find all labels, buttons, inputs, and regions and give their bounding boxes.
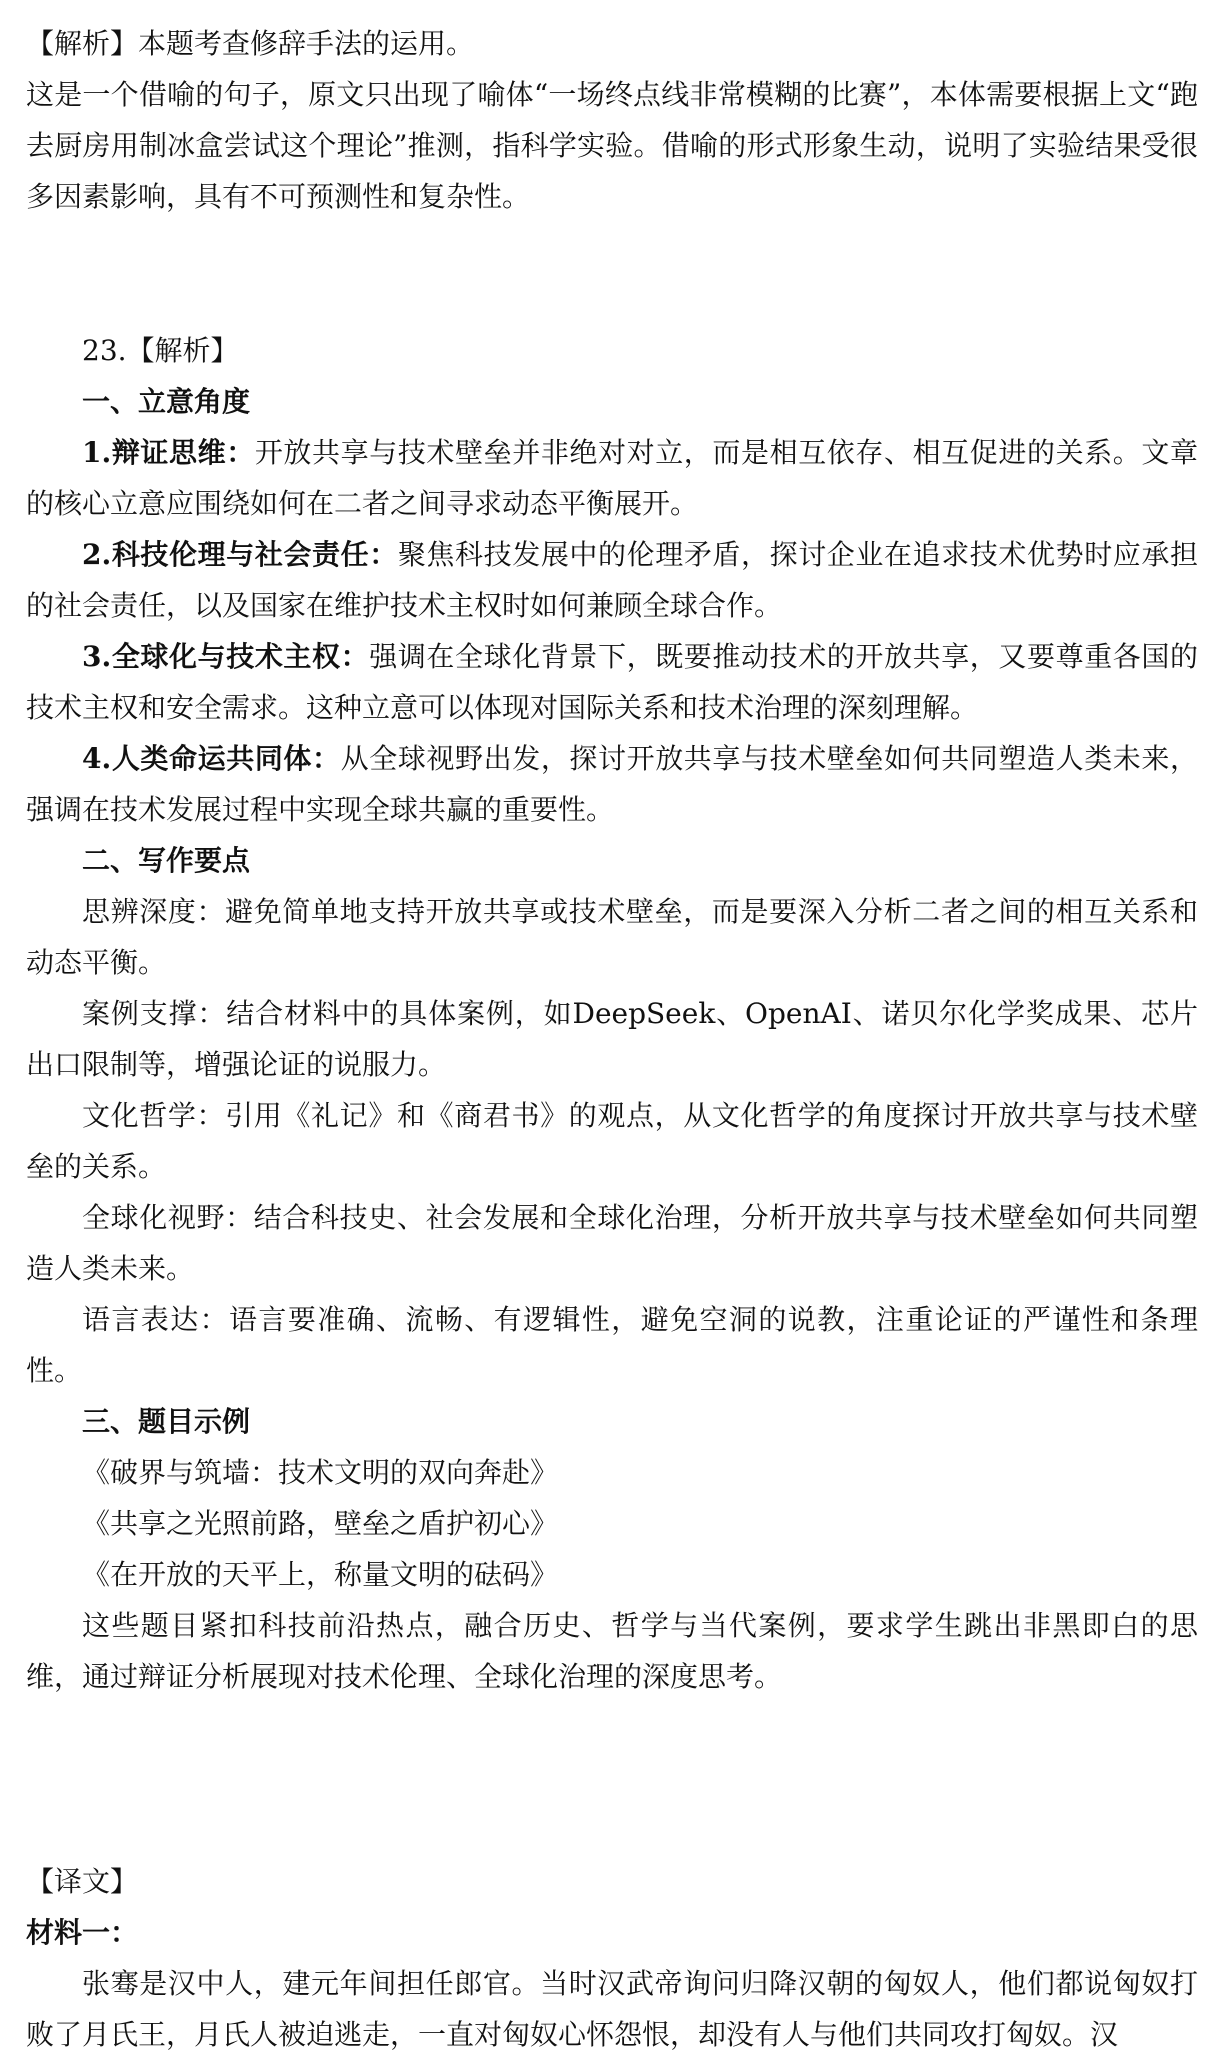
point-label: 2.科技伦理与社会责任： <box>82 538 398 571</box>
point-text: 强调在全球化背景下，既要推动技术的开放共享，又要尊重各国的技术主权和安全需求。这种立意可以体现对国际关系和技术治理的深刻理解。 <box>26 640 1198 724</box>
point-1 <box>26 427 1198 529</box>
sec22-heading: 【解析】本题考查修辞手法的运用。 <box>26 27 475 60</box>
writing-point-1: 思辨深度：避免简单地支持开放共享或技术壁垒，而是要深入分析二者之间的相互关系和动态平衡。 <box>26 895 1198 979</box>
point-text: 聚焦科技发展中的伦理矛盾，探讨企业在追求技术优势时应承担的社会责任，以及国家在维护技术主权时如何兼顾全球合作。 <box>26 538 1198 622</box>
sec22-body: 这是一个借喻的句子，原文只出现了喻体“一场终点线非常模糊的比赛”，本体需要根据上文“跑去厨房用制冰盒尝试这个理论”推测，指科学实验。借喻的形式形象生动，说明了实验结果受很多因素影响，具有不可预测性和复杂性。 <box>26 78 1198 213</box>
section-spacer <box>26 1702 1198 1856</box>
point-label: 3.全球化与技术主权： <box>82 640 370 673</box>
example-title-1: 《破界与筑墙：技术文明的双向奔赴》 <box>82 1456 559 1489</box>
example-title-2: 《共享之光照前路，壁垒之盾护初心》 <box>82 1507 559 1540</box>
point-3 <box>26 631 1198 733</box>
sec23-heading: 23.【解析】 <box>82 334 239 367</box>
part2-title: 二、写作要点 <box>82 844 251 877</box>
material-label: 材料一： <box>26 1916 139 1949</box>
translation-body: 张骞是汉中人，建元年间担任郎官。当时汉武帝询问归降汉朝的匈奴人，他们都说匈奴打败了月氏王，月氏人被迫逃走，一直对匈奴心怀怨恨，却没有人与他们共同攻打匈奴。汉 <box>26 1967 1198 2051</box>
part3-title: 三、题目示例 <box>82 1405 251 1438</box>
writing-point-2: 案例支撑：结合材料中的具体案例，如DeepSeek、OpenAI、诺贝尔化学奖成果、芯片出口限制等，增强论证的说服力。 <box>26 997 1198 1081</box>
point-2 <box>26 529 1198 631</box>
writing-point-3: 文化哲学：引用《礼记》和《商君书》的观点，从文化哲学的角度探讨开放共享与技术壁垒的关系。 <box>26 1099 1198 1183</box>
part1-title: 一、立意角度 <box>82 385 251 418</box>
point-text: 开放共享与技术壁垒并非绝对对立，而是相互依存、相互促进的关系。文章的核心立意应围绕如何在二者之间寻求动态平衡展开。 <box>26 436 1198 520</box>
writing-point-5: 语言表达：语言要准确、流畅、有逻辑性，避免空洞的说教，注重论证的严谨性和条理性。 <box>26 1303 1198 1387</box>
writing-point-4: 全球化视野：结合科技史、社会发展和全球化治理，分析开放共享与技术壁垒如何共同塑造人类未来。 <box>26 1201 1198 1285</box>
closing-paragraph: 这些题目紧扣科技前沿热点，融合历史、哲学与当代案例，要求学生跳出非黑即白的思维，通过辩证分析展现对技术伦理、全球化治理的深度思考。 <box>26 1609 1198 1693</box>
point-label: 4.人类命运共同体： <box>82 742 341 775</box>
example-title-3: 《在开放的天平上，称量文明的砝码》 <box>82 1558 559 1591</box>
translation-heading: 【译文】 <box>26 1865 139 1898</box>
point-label: 1.辩证思维： <box>82 436 255 469</box>
point-text: 从全球视野出发，探讨开放共享与技术壁垒如何共同塑造人类未来，强调在技术发展过程中实现全球共赢的重要性。 <box>26 742 1198 826</box>
point-4 <box>26 733 1198 835</box>
section-spacer <box>26 222 1198 325</box>
